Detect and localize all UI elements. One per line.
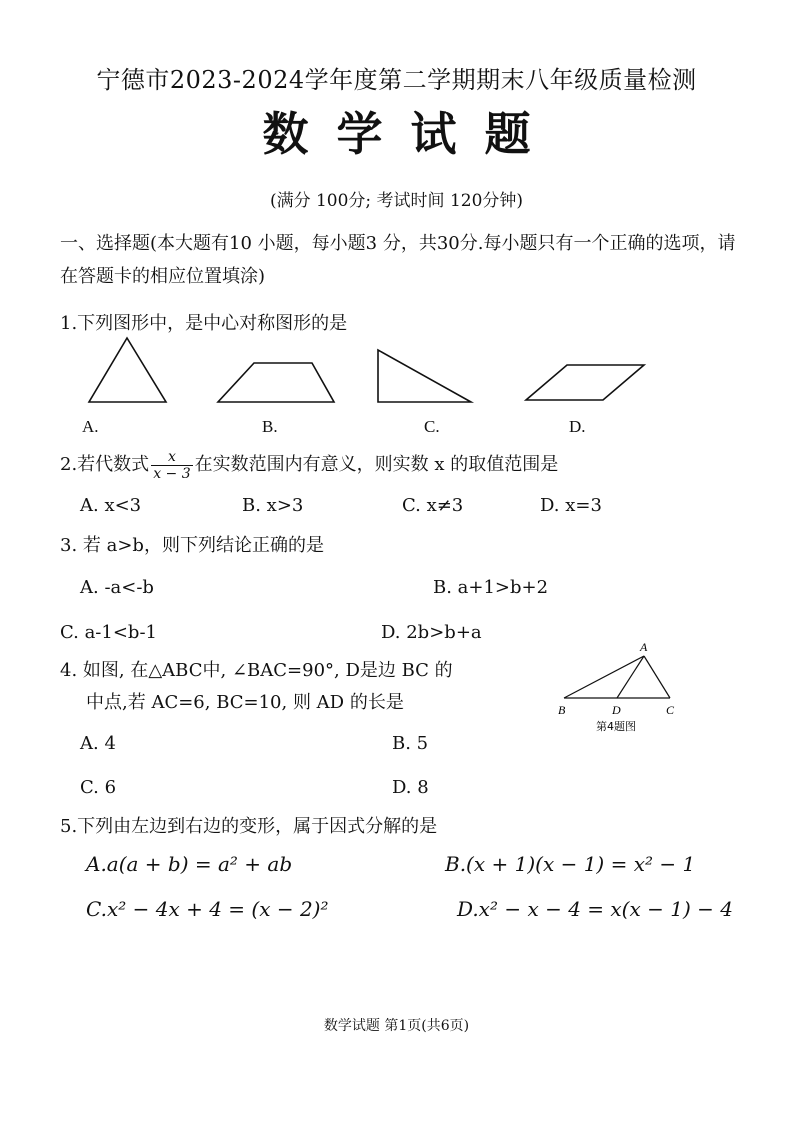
segment-ac <box>644 656 670 698</box>
q4-stem-line2: 中点,若 AC=6, BC=10, 则 AD 的长是 <box>86 692 404 713</box>
page-footer: 数学试题 第1页(共6页) <box>323 1018 470 1034</box>
q2-option-b: B. x>3 <box>242 495 304 516</box>
segment-ad <box>617 656 644 698</box>
q3-stem: 3. 若 a>b，则下列结论正确的是 <box>60 535 324 556</box>
exam-title: 数学试题 <box>262 107 559 161</box>
q3-option-a: A. -a<-b <box>80 577 154 598</box>
q1-label-c: C. <box>424 417 440 436</box>
q5-option-b: B.(x + 1)(x − 1) = x² − 1 <box>445 852 696 876</box>
q4-option-b: B. 5 <box>392 733 429 754</box>
right-triangle-shape <box>378 350 471 402</box>
q1-label-d: D. <box>569 417 586 436</box>
q4-option-d: D. 8 <box>392 777 429 798</box>
q5-stem: 5.下列由左边到右边的变形，属于因式分解的是 <box>60 816 438 837</box>
q4-stem-line1: 4. 如图, 在△ABC中, ∠BAC=90°, D是边 BC 的 <box>60 660 453 681</box>
point-b-label: B <box>558 703 566 717</box>
q1-stem: 1.下列图形中，是中心对称图形的是 <box>60 313 348 334</box>
q4-figure-caption: 第4题图 <box>596 720 636 733</box>
q2-stem <box>60 448 558 482</box>
q2-option-d: D. x=3 <box>540 495 602 516</box>
q4-option-a: A. 4 <box>80 733 116 754</box>
q1-label-a: A. <box>82 417 99 436</box>
parallelogram-shape <box>526 365 644 400</box>
q5-option-d: D.x² − x − 4 = x(x − 1) − 4 <box>457 897 733 921</box>
q2-option-c: C. x≠3 <box>402 495 464 516</box>
q2-option-a: A. x<3 <box>80 495 142 516</box>
section-intro: 一、选择题(本大题有10 小题，每小题3 分，共30分.每小题只有一个正确的选项，请在答题卡的相应位置填涂) <box>60 233 736 287</box>
q5-option-a: A.a(a + b) = a² + ab <box>86 852 293 876</box>
q1-figures <box>0 330 793 440</box>
q2-stem-post: 在实数范围内有意义，则实数 x 的取值范围是 <box>194 454 559 475</box>
point-d-label: D <box>612 703 621 717</box>
q2-stem-pre: 2.若代数式 <box>60 454 150 475</box>
trapezoid-shape <box>218 363 334 402</box>
q3-option-d: D. 2b>b+a <box>381 622 482 643</box>
q3-option-c: C. a-1<b-1 <box>60 622 157 643</box>
q5-option-c: C.x² − 4x + 4 = (x − 2)² <box>86 897 329 921</box>
segment-ab <box>564 656 644 698</box>
q2-fraction <box>151 449 192 482</box>
point-a-label: A <box>640 640 648 654</box>
q3-option-b: B. a+1>b+2 <box>433 577 549 598</box>
q1-label-b: B. <box>262 417 278 436</box>
q2-fraction-numerator: x <box>151 449 192 466</box>
triangle-shape <box>89 338 166 402</box>
exam-header: 宁德市2023-2024学年度第二学期期末八年级质量检测 <box>96 66 697 94</box>
point-c-label: C <box>666 703 675 717</box>
q2-fraction-denominator: x − 3 <box>153 465 191 482</box>
q4-figure <box>550 636 700 740</box>
q4-option-c: C. 6 <box>80 777 117 798</box>
exam-info: (满分 100分; 考试时间 120分钟) <box>269 191 524 211</box>
